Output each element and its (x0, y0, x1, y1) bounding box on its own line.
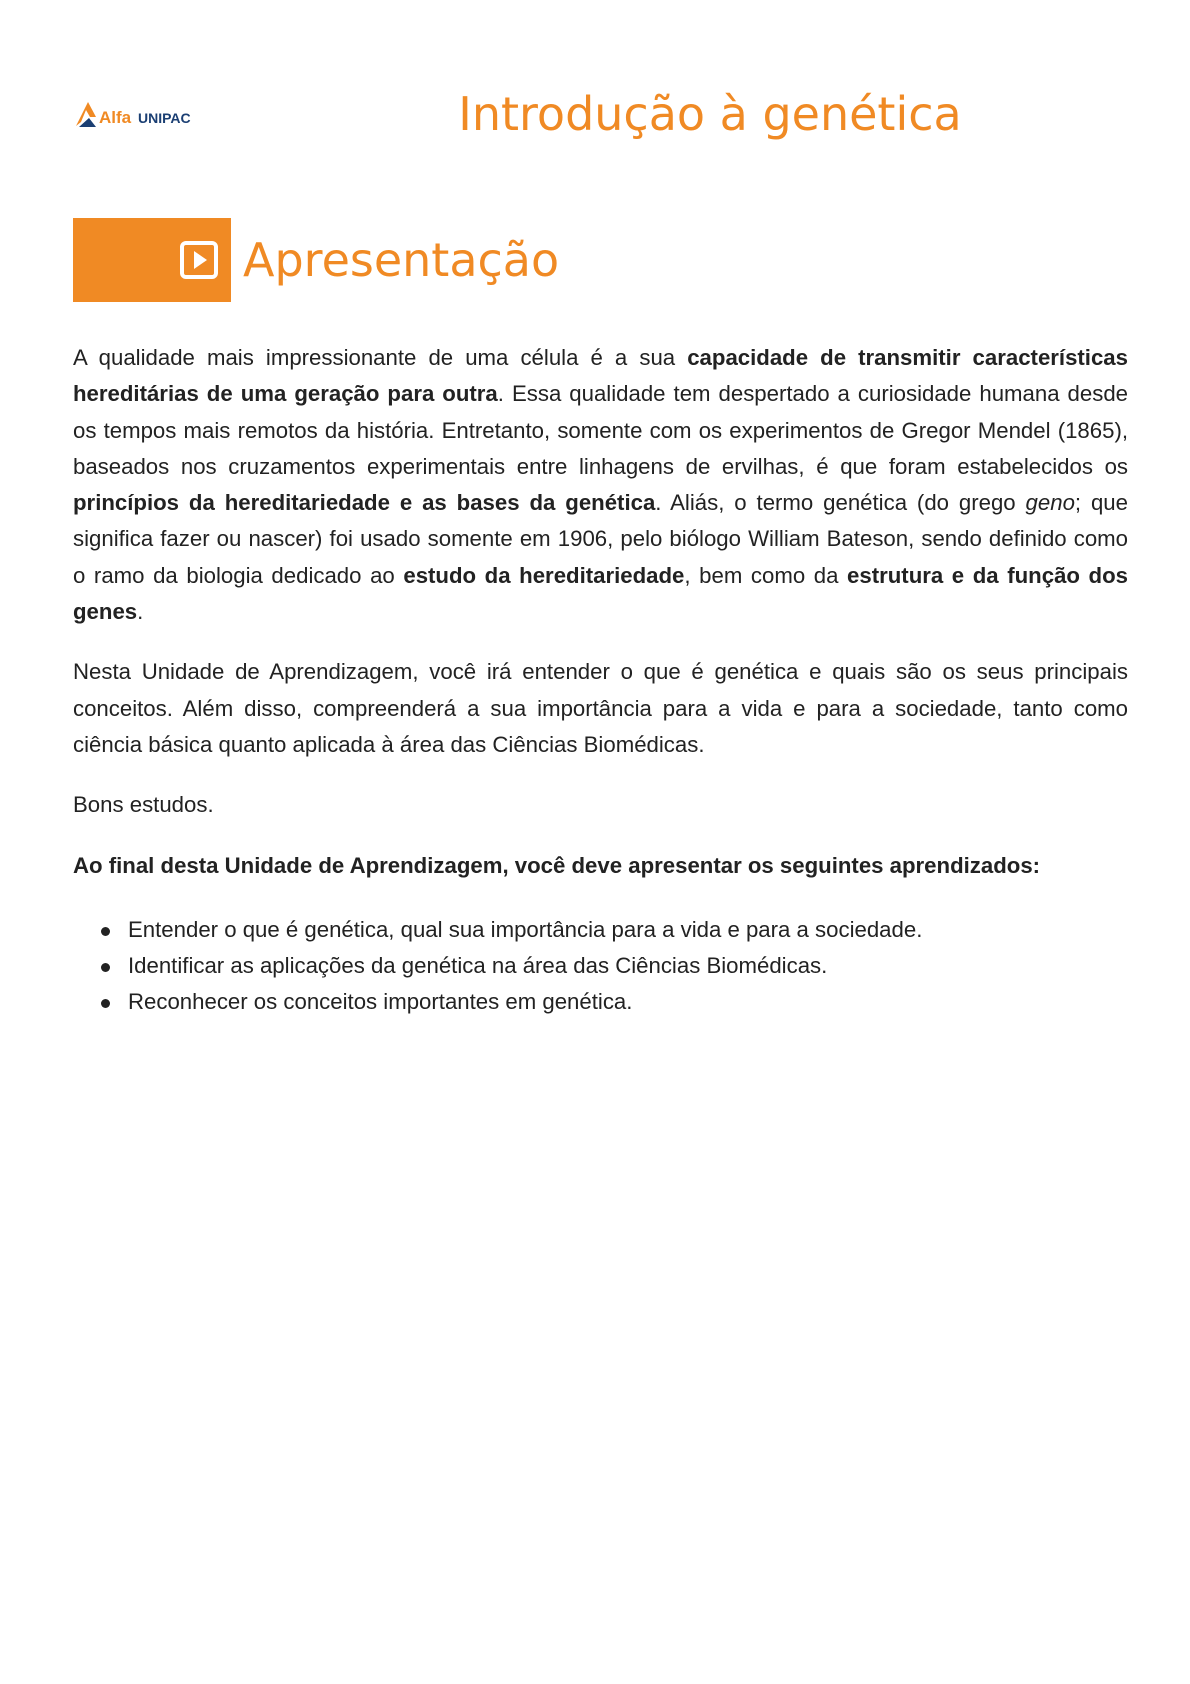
goals-list (73, 912, 1128, 1021)
list-item: Entender o que é genética, qual sua importância para a vida e para a sociedade. (128, 912, 1128, 948)
bold-phrase: estudo da hereditariedade (403, 562, 685, 588)
bold-phrase: princípios da hereditariedade e as bases da genética (73, 490, 656, 516)
play-icon (179, 240, 219, 280)
alfa-unipac-logo (76, 98, 226, 134)
main-content (73, 340, 1128, 1021)
section-header (73, 218, 559, 302)
logo-text-unipac: UNIPAC (138, 110, 191, 126)
logo-mark (76, 98, 226, 134)
bold-phrase: capacidade de transmitir características hereditárias de uma geração para outra (73, 345, 1128, 407)
list-item: Identificar as aplicações da genética na área das Ciências Biomédicas. (128, 948, 1128, 984)
intro-paragraph-1: A qualidade mais impressionante de uma célula é a sua capacidade de transmitir características hereditárias de uma geração para outra. Essa qualidade tem despertado a curiosidade humana desde os tempos mais remotos da história. Entretanto, somente com os experimentos de Gregor Mendel (1865), baseados nos cruzamentos experimentais entre linhagens de ervilhas, é que foram estabelecidos os princípios da hereditariedade e as bases da genética. Aliás, o termo genética (do grego geno; que significa fazer ou nascer) foi usado somente em 1906, pelo biólogo William Bateson, sendo definido como o ramo da biologia dedicado ao estudo da hereditariedade, bem como da estrutura e da função dos genes. (73, 345, 1129, 625)
document-title: Introdução à genética (458, 87, 962, 141)
intro-paragraph-3: Bons estudos. (73, 792, 214, 818)
intro-paragraph-2: Nesta Unidade de Aprendizagem, você irá entender o que é genética e quais são os seus principais conceitos. Além disso, compreenderá a sua importância para a vida e para a sociedade, tanto como ciência básica quanto aplicada à área das Ciências Biomédicas. (73, 659, 1128, 757)
section-accent-box (73, 218, 231, 302)
section-title: Apresentação (243, 233, 560, 287)
bold-phrase: estrutura e da função dos genes (73, 562, 1128, 625)
goals-heading: Ao final desta Unidade de Aprendizagem, você deve apresentar os seguintes aprendizados: (73, 852, 1041, 878)
list-item: Reconhecer os conceitos importantes em genética. (128, 984, 1128, 1020)
logo-text-alfa: Alfa (99, 108, 132, 127)
italic-term: geno (1025, 490, 1075, 516)
